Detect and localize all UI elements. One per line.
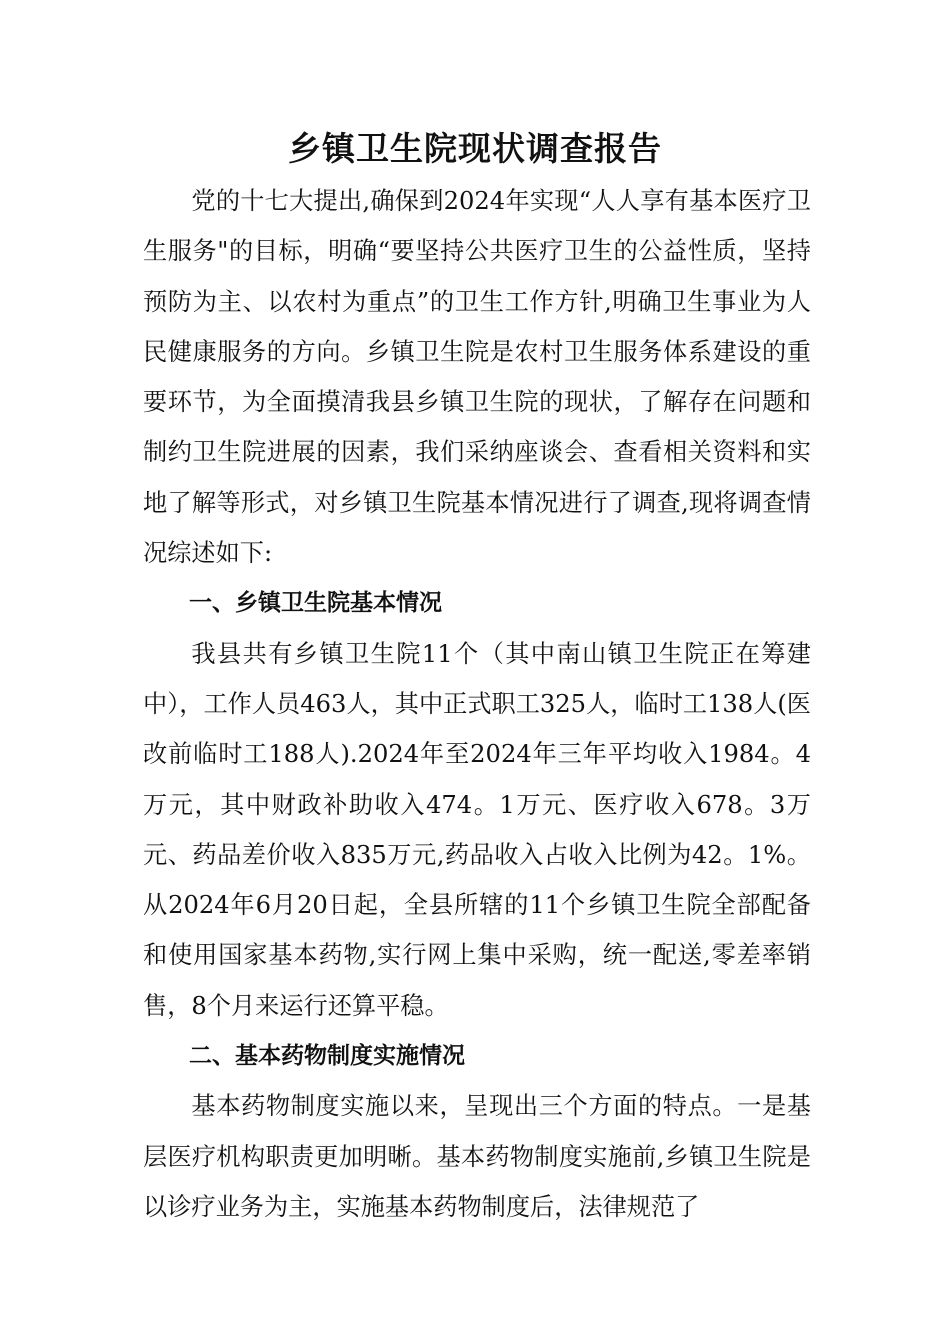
section-1-heading: 一、乡镇卫生院基本情况 — [189, 590, 442, 617]
document-title: 乡镇卫生院现状调查报告 — [288, 129, 662, 168]
document-body — [143, 176, 811, 1232]
intro-paragraph: 党的十七大提出,确保到2024年实现“人人享有基本医疗卫生服务"的目标，明确“要坚持公共医疗卫生的公益性质，坚持预防为主、以农村为重点”的卫生工作方针,明确卫生事业为人民健康服务的方向。乡镇卫生院是农村卫生服务体系建设的重要环节，为全面摸清我县乡镇卫生院的现状，了解存在问题和制约卫生院进展的因素，我们采纳座谈会、查看相关资料和实地了解等形式，对乡镇卫生院基本情况进行了调查,现将调查情况综述如下: — [143, 187, 811, 568]
section-1-paragraph: 我县共有乡镇卫生院11个（其中南山镇卫生院正在筹建中），工作人员463人，其中正式职工325人，临时工138人(医改前临时工188人).2024年至2024年三年平均收入1984。4万元，其中财政补助收入474。1万元、医疗收入678。3万元、药品差价收入835万元,药品收入占收入比例为42。1%。从2024年6月20日起，全县所辖的11个乡镇卫生院全部配备和使用国家基本药物,实行网上集中采购，统一配送,零差率销售，8个月来运行还算平稳。 — [143, 639, 811, 1020]
section-2-paragraph: 基本药物制度实施以来，呈现出三个方面的特点。一是基层医疗机构职责更加明晰。基本药物制度实施前,乡镇卫生院是以诊疗业务为主，实施基本药物制度后，法律规范了 — [143, 1092, 811, 1221]
section-2-heading: 二、基本药物制度实施情况 — [189, 1043, 465, 1070]
